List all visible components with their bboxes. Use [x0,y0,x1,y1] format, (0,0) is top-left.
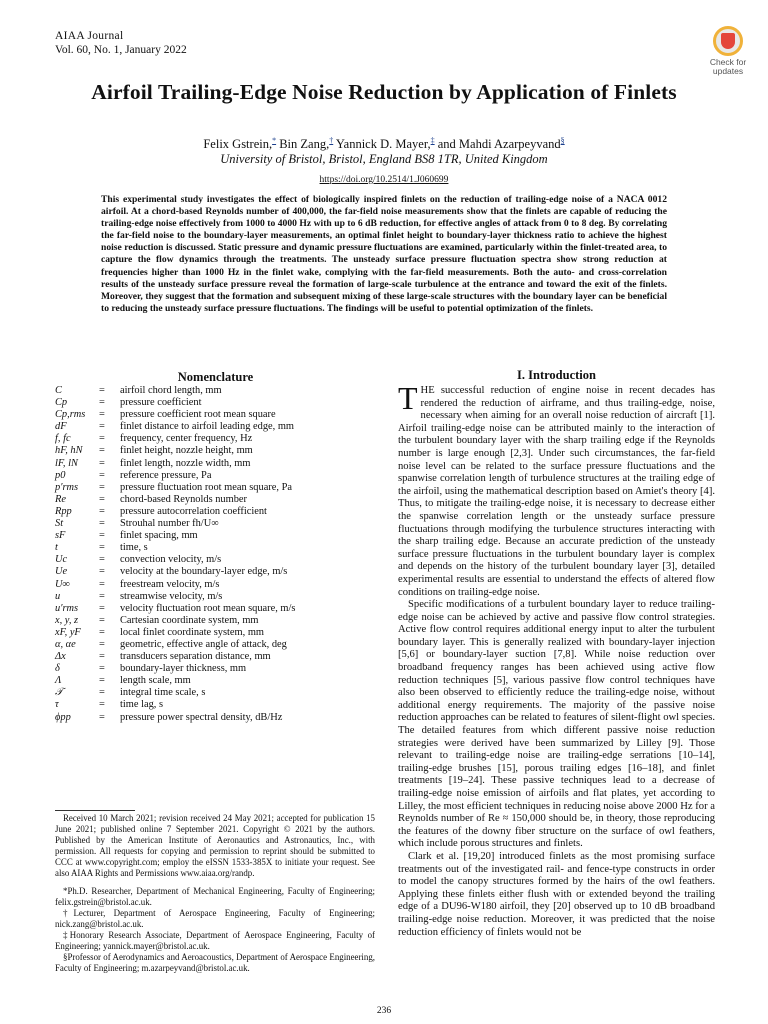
nomenclature-row [55,542,376,554]
page-number: 236 [376,1006,392,1016]
nomenclature-definition: pressure coefficient [120,397,202,409]
nomenclature-definition: finlet distance to airfoil leading edge, mm [120,421,294,433]
nomenclature-equals: = [99,518,105,530]
nomenclature-definition: integral time scale, s [120,687,206,699]
nomenclature-equals: = [99,663,105,675]
abstract: This experimental study investigates the effect of biologically inspired finlets on the reduction of trailing-edge noise of a NACA 0012 airfoil. At a chord-based Reynolds number of 400,000, the far-field noise measurements show that the finlets are capable of reducing the trailing-edge noise effectively from 1000 to 4000 Hz with up to 6 dB reduction, for effective angles of attack from 0 to 8 deg. By correlating the far-field noise to the boundary-layer measurements, an optimal finlet height to boundary-layer thickness ratio to achieve the highest noise reduction is discussed. Static pressure and dynamic pressure fluctuations are examined, particularly within the finlet-treated area, to capture the flow dynamics through the treatments. The unsteady surface pressure fluctuation spectra show strong reduction at frequencies higher than 1000 Hz in the finlet wake, complying with the far-field measurements. Both the auto- and cross-correlation results of the unsteady surface pressure reveal the formation of large-scale turbulence at the entrance and toward the exit of the finlets. Moreover, they suggest that the formation and subsequent mixing of these large-scale structures with the boundary layer can be beneficial to reducing the unsteady surface pressure fluctuations. The findings will be useful to potential optimization of the finlets. [101,194,667,314]
drop-cap: T [398,380,418,416]
nomenclature-row [55,615,376,627]
nomenclature-definition: geometric, effective angle of attack, deg [120,638,287,650]
section-heading-introduction: I. Introduction [517,368,596,382]
nomenclature-symbol: Re [55,493,66,505]
nomenclature-row [55,663,376,675]
nomenclature-heading: Nomenclature [177,370,254,384]
footnote-link[interactable]: § [560,136,565,145]
nomenclature-definition: reference pressure, Pa [120,469,212,481]
paragraph-text: HE successful reduction of engine noise in recent decades has rendered the reduction of airframe, and thus trailing-edge, noise, necessary when aiming for an overall noise reduction of aircraft [1]. Airfoil trailing-edge noise can be attributed mainly to the interaction of the turbulent boundary layer with the sharp trailing edge if the Reynolds number is large enough [2,3]. Under such circumstances, the far-field noise level can be related to the surface pressure fluctuations and the spanwise correlation length of turbulence structures at the trailing edge of the airfoil, using the mathematical description based on Amiet's theory [4]. Thus, to mitigate the trailing-edge noise, it is necessary to decrease either the spanwise correlation length or the unsteady surface pressure fluctuations through modifying the turbulence structures interacting with the sharp trailing edge. Because an accurate prediction of the unsteady surface pressure fluctuations in the turbulent boundary layer is complex and depends on the history of the turbulent boundary layer [3], detailed experimental results are essential to understand the effects of altered flow conditions on trailing-edge noise. [398,385,715,598]
paragraph: Specific modifications of a turbulent boundary layer to reduce trailing-edge noise can be achieved by active and passive flow control strategies. Active flow control requires additional energy input to alter the turbulent boundary layer. This is generally realized with boundary-layer injection [5,6] or boundary-layer suction [7,8]. While noise reduction over broadband frequency ranges has been achieved using active flow reduction techniques [5], various passive flow control techniques have also been observed to efficiently reduce the trailing-edge noise, without additional energy requirements. The majority of the passive noise reduction approaches can be related to features of silent-flight owl species. The detailed features from which different passive noise reduction strategies were derived have been summarized by Lilley [9]. Those relevant to trailing-edge noise are trailing-edge serrations [10–14], trailing-edge brushes [15], porous trailing edges [16–18], and finlet treatments [19–24]. These passive techniques lead to a decrease of trailing-edge noise emission of airfoils and flat plates, yet according to Lilley, the most efficient techniques in reducing noise above 2000 Hz for a Reynolds number of Re ≈ 150,000 should be, in theory, those reproducing the features of the downy fiber structure on the surface of owl feathers, which include porous structures and finlets. [398,599,715,850]
nomenclature-equals: = [99,614,105,626]
nomenclature-definition: chord-based Reynolds number [120,493,247,505]
nomenclature-symbol: Cp,rms [55,409,86,421]
nomenclature-definition: velocity fluctuation root mean square, m/s [120,602,296,614]
nomenclature-definition: local finlet coordinate system, mm [120,626,264,638]
nomenclature-equals: = [99,469,105,481]
doi-link[interactable]: https://doi.org/10.2514/1.J060699 [319,175,449,185]
nomenclature-row [55,409,376,421]
nomenclature-row [55,385,376,397]
nomenclature-equals: = [99,578,105,590]
author-note: ‡Honorary Research Associate, Department of Aerospace Engineering, Faculty of Engineering; yannick.mayer@bristol.ac.uk. [55,929,375,952]
nomenclature-row [55,687,376,699]
nomenclature-equals: = [99,687,105,699]
nomenclature-definition: freestream velocity, m/s [120,578,220,590]
nomenclature-symbol: Λ [55,675,62,687]
author-list [0,136,768,152]
nomenclature-equals: = [99,602,105,614]
affiliation: University of Bristol, Bristol, England BS8 1TR, United Kingdom [220,152,548,166]
nomenclature-symbol: U∞ [55,578,70,590]
nomenclature-symbol: x, y, z [55,614,79,626]
nomenclature-equals: = [99,397,105,409]
nomenclature-equals: = [99,711,105,723]
bookmark-icon [713,26,743,56]
author-name: Bin Zang, [276,137,330,152]
nomenclature-symbol: C [55,385,62,396]
footnotes [55,813,375,974]
nomenclature-equals: = [99,505,105,517]
nomenclature-equals: = [99,530,105,542]
footnote-divider [55,810,135,811]
nomenclature-symbol: p′rms [55,481,79,493]
nomenclature-equals: = [99,699,105,711]
nomenclature-symbol: f, fc [55,433,71,445]
nomenclature-row [55,397,376,409]
nomenclature-symbol: t [55,542,58,554]
nomenclature-row [55,482,376,494]
nomenclature-row [55,591,376,603]
nomenclature-row [55,712,376,724]
nomenclature-symbol: St [55,518,64,530]
nomenclature-equals: = [99,566,105,578]
footnote-link[interactable]: † [329,136,334,145]
journal-volume: Vol. 60, No. 1, January 2022 [55,44,187,56]
nomenclature-list [55,385,376,724]
journal-header [55,29,187,57]
badge-line2: updates [712,66,744,76]
doi-line [0,175,768,185]
nomenclature-equals: = [99,385,105,396]
nomenclature-symbol: p0 [55,469,66,481]
nomenclature-symbol: δ [55,663,60,675]
nomenclature-definition: time lag, s [120,699,163,711]
author-note: §Professor of Aerodynamics and Aeroacoustics, Department of Aerospace Engineering, Faculty of Engineering; m.azarpeyvand@bristol.ac.uk. [55,952,375,974]
nomenclature-equals: = [99,651,105,663]
nomenclature-row [55,421,376,433]
nomenclature-symbol: α, αe [55,638,76,650]
nomenclature-definition: pressure fluctuation root mean square, Pa [120,481,292,493]
nomenclature-equals: = [99,409,105,421]
nomenclature-symbol: Rpp [55,505,72,517]
nomenclature-row [55,458,376,470]
nomenclature-row [55,494,376,506]
nomenclature-equals: = [99,542,105,554]
nomenclature-row [55,675,376,687]
nomenclature-row [55,699,376,711]
nomenclature-definition: finlet spacing, mm [120,530,198,542]
nomenclature-symbol: dF [55,421,67,433]
nomenclature-equals: = [99,590,105,602]
nomenclature-equals: = [99,554,105,566]
nomenclature-symbol: 𝒯 [55,687,63,699]
nomenclature-definition: finlet height, nozzle height, mm [120,445,253,457]
badge-line1: Check for [709,57,747,67]
author-name: Yannick D. Mayer, [333,137,431,152]
nomenclature-definition: frequency, center frequency, Hz [120,433,253,445]
nomenclature-row [55,627,376,639]
footnote-link[interactable]: * [272,136,277,145]
nomenclature-definition: finlet length, nozzle width, mm [120,457,251,469]
nomenclature-row [55,579,376,591]
nomenclature-symbol: Δx [55,651,66,663]
nomenclature-definition: convection velocity, m/s [120,554,222,566]
nomenclature-definition: time, s [120,542,148,554]
nomenclature-definition: transducers separation distance, mm [120,651,271,663]
nomenclature-definition: Strouhal number fh/U∞ [120,518,219,530]
nomenclature-equals: = [99,433,105,445]
nomenclature-symbol: sF [55,530,66,542]
nomenclature-definition: Cartesian coordinate system, mm [120,614,259,626]
nomenclature-definition: velocity at the boundary-layer edge, m/s [120,566,288,578]
nomenclature-equals: = [99,445,105,457]
author-note: †Lecturer, Department of Aerospace Engineering, Faculty of Engineering; nick.zang@bristol.ac.uk. [55,907,375,929]
nomenclature-row [55,603,376,615]
paragraph: Clark et al. [19,20] introduced finlets as the most promising surface treatments out of the investigated rail- and fence-type constructs in order to model the canopy structures formed by the hairs of the owl feathers. Applying these finlets either flush with or extended beyond the trailing edge of a DU96-W180 airfoil, they [20] observed up to 10 dB broadband trailing-edge noise reduction. Moreover, it was predicted that the noise reduction efficiency of finlets would not be [398,850,715,938]
nomenclature-equals: = [99,421,105,433]
footnote-link[interactable]: ‡ [430,136,435,145]
nomenclature-definition: pressure coefficient root mean square [120,409,276,421]
nomenclature-row [55,470,376,482]
nomenclature-symbol: lF, lN [55,457,78,469]
nomenclature-equals: = [99,626,105,638]
journal-name: AIAA Journal [55,30,124,42]
nomenclature-row [55,651,376,663]
author-name: and Mahdi Azarpeyvand [434,137,561,152]
nomenclature-symbol: Cp [55,397,68,409]
nomenclature-definition: boundary-layer thickness, mm [120,663,247,675]
nomenclature-symbol: xF, yF [55,626,81,638]
introduction-body [398,380,715,939]
author-note: *Ph.D. Researcher, Department of Mechanical Engineering, Faculty of Engineering; felix.gstrein@bristol.ac.uk. [55,885,375,907]
nomenclature-symbol: Uc [55,554,68,566]
nomenclature-definition: airfoil chord length, mm [120,385,222,396]
nomenclature-symbol: u [55,590,61,602]
nomenclature-symbol: hF, hN [55,445,83,457]
nomenclature-definition: pressure autocorrelation coefficient [120,505,267,517]
nomenclature-row [55,639,376,651]
nomenclature-equals: = [99,638,105,650]
nomenclature-equals: = [99,457,105,469]
nomenclature-definition: length scale, mm [120,675,191,687]
nomenclature-row [55,445,376,457]
nomenclature-row [55,433,376,445]
received-note: Received 10 March 2021; revision received 24 May 2021; accepted for publication 15 June 2021; published online 7 September 2021. Copyright © 2021 by the authors. Published by the American Institute of Aeronautics and Astronautics, Inc., with permission. All requests for copying and permission to reprint should be submitted to CCC at www.copyright.com; employ the eISSN 1533-385X to initiate your request. See also AIAA Rights and Permissions www.aiaa.org/randp. [55,813,375,879]
paragraph [398,380,715,599]
nomenclature-symbol: ϕpp [55,711,71,723]
nomenclature-row [55,554,376,566]
nomenclature-equals: = [99,493,105,505]
nomenclature-row [55,530,376,542]
nomenclature-row [55,506,376,518]
paper-title: Airfoil Trailing-Edge Noise Reduction by Application of Finlets [91,80,677,104]
nomenclature-definition: pressure power spectral density, dB/Hz [120,711,283,723]
nomenclature-equals: = [99,675,105,687]
author-name: Felix Gstrein, [203,137,273,152]
nomenclature-symbol: τ [55,699,59,711]
nomenclature-definition: streamwise velocity, m/s [120,590,223,602]
nomenclature-row [55,566,376,578]
nomenclature-symbol: u′rms [55,602,79,614]
nomenclature-equals: = [99,481,105,493]
check-for-updates-badge[interactable] [702,26,754,82]
nomenclature-row [55,518,376,530]
nomenclature-symbol: Ue [55,566,68,578]
